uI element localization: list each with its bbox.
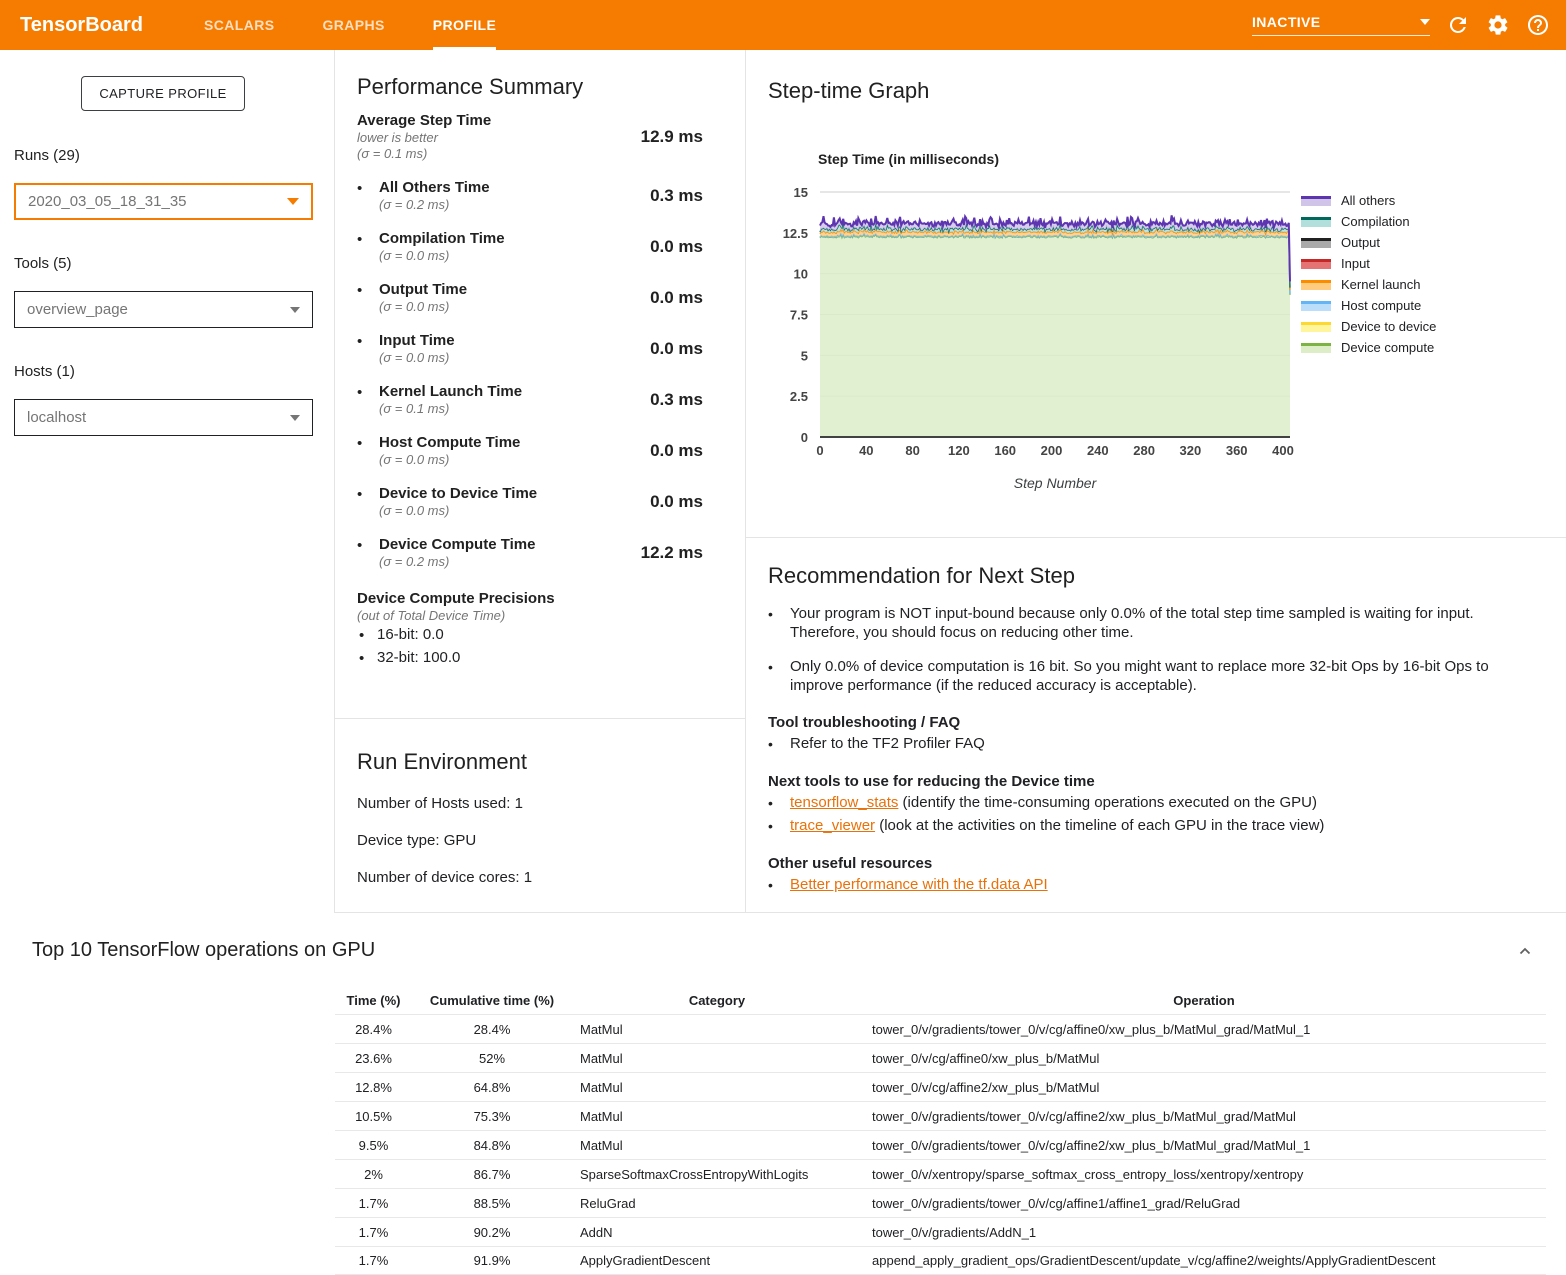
chevron-down-icon: [290, 307, 300, 313]
top-ops-title: Top 10 TensorFlow operations on GPU: [32, 939, 376, 961]
metric-label: All Others Time: [379, 179, 490, 196]
col-header-category: Category: [688, 992, 746, 1008]
list-item: [768, 793, 1536, 813]
ops-cell-cumulative: 90.2%: [473, 1224, 511, 1240]
bullet-icon: •: [357, 282, 363, 299]
recommendation-bullet: [768, 604, 1536, 642]
list-item: [768, 875, 1536, 895]
chart-text: 12.5: [782, 225, 808, 241]
chart-text: 200: [1040, 443, 1063, 458]
environment-line: Number of device cores: 1: [357, 869, 533, 886]
list-item: [768, 734, 1536, 754]
bullet-icon: •: [768, 736, 773, 752]
resource-link[interactable]: tensorflow_stats: [790, 794, 899, 811]
table-header-row: [335, 986, 1546, 1014]
help-icon[interactable]: [1526, 13, 1550, 37]
ops-cell-time: 1.7%: [358, 1253, 389, 1268]
recommendation-text: Only 0.0% of device computation is 16 bit. So you might want to replace more 32-bit Ops by 16-bit Ops to improve performance (if the reduced accuracy is acceptable).: [790, 658, 1489, 694]
chart-text: 160: [994, 443, 1017, 458]
legend-label: Host compute: [1341, 298, 1422, 313]
metric-sigma: (σ = 0.0 ms): [379, 452, 450, 467]
ops-cell-category: AddN: [580, 1224, 613, 1240]
ops-cell-operation: append_apply_gradient_ops/GradientDescent/update_v/cg/affine2/weights/ApplyGradientDescent: [872, 1253, 1436, 1268]
faq-heading: Tool troubleshooting / FAQ: [768, 714, 961, 731]
legend-swatch: [1301, 196, 1331, 206]
table-row: [335, 1101, 1546, 1130]
precisions-note: (out of Total Device Time): [357, 608, 506, 623]
legend-swatch: [1301, 280, 1331, 290]
ops-cell-category: MatMul: [580, 1079, 623, 1095]
metric-value: 0.0 ms: [650, 288, 703, 307]
legend-label: All others: [1341, 193, 1396, 208]
hosts-select-value: localhost: [27, 409, 87, 426]
performance-summary-section: [335, 50, 745, 718]
resource-link[interactable]: Better performance with the tf.data API: [790, 876, 1048, 893]
legend-label: Compilation: [1341, 214, 1410, 229]
metric-value: 12.2 ms: [640, 543, 703, 562]
legend-label: Device compute: [1341, 340, 1435, 355]
other-resources-list: [768, 875, 1536, 895]
chevron-down-icon: [287, 198, 299, 205]
list-item: [768, 816, 1536, 836]
precision-item: [357, 625, 745, 646]
chart-text: 7.5: [789, 307, 808, 323]
recommendation-section: [746, 538, 1566, 912]
bullet-icon: •: [357, 537, 363, 554]
tools-select-value: overview_page: [27, 301, 128, 318]
legend-item: [1301, 190, 1436, 211]
next-tools-list: [768, 793, 1536, 836]
recommendation-list: [768, 604, 1536, 695]
ops-cell-time: 1.7%: [358, 1195, 389, 1211]
metric-sigma: (σ = 0.0 ms): [379, 299, 450, 314]
run-environment-lines: [357, 795, 745, 886]
bullet-icon: •: [357, 333, 363, 350]
legend-swatch: [1301, 217, 1331, 227]
metric-value: 0.0 ms: [650, 237, 703, 256]
col-header-cumulative: Cumulative time (%): [429, 992, 555, 1008]
bullet-icon: •: [359, 650, 365, 667]
ops-cell-operation: tower_0/v/gradients/tower_0/v/cg/affine1/affine1_grad/ReluGrad: [872, 1195, 1241, 1211]
other-resources-heading: Other useful resources: [768, 855, 933, 872]
metric-label: Input Time: [379, 332, 455, 349]
precisions-list: [357, 625, 745, 669]
environment-line: Device type: GPU: [357, 832, 477, 849]
metric-row: [357, 434, 745, 468]
table-row: [335, 1159, 1546, 1188]
tools-label: Tools (5): [14, 255, 72, 272]
ops-cell-category: MatMul: [580, 1021, 623, 1037]
ops-cell-category: SparseSoftmaxCrossEntropyWithLogits: [580, 1166, 809, 1182]
table-row: [335, 1217, 1546, 1246]
ops-cell-operation: tower_0/v/cg/affine2/xw_plus_b/MatMul: [872, 1079, 1100, 1095]
metrics-list: [357, 179, 745, 570]
chart-text: 280: [1133, 443, 1155, 458]
table-row: [335, 1072, 1546, 1101]
chart-text: 10: [793, 266, 808, 282]
chart-text: 360: [1225, 443, 1248, 458]
capture-profile-button[interactable]: CAPTURE PROFILE: [81, 76, 245, 111]
chart-text: 400: [1272, 443, 1294, 458]
metric-row: [357, 332, 745, 366]
runs-label: Runs (29): [14, 147, 80, 164]
reload-icon[interactable]: [1446, 13, 1470, 37]
col-header-operation: Operation: [1173, 992, 1235, 1008]
ops-cell-category: ApplyGradientDescent: [580, 1253, 711, 1268]
metric-sigma: (σ = 0.0 ms): [379, 248, 450, 263]
ops-cell-operation: tower_0/v/gradients/AddN_1: [872, 1224, 1037, 1240]
metric-row: [357, 230, 745, 264]
metric-row: [357, 536, 745, 570]
resource-link[interactable]: trace_viewer: [790, 817, 876, 834]
ops-cell-operation: tower_0/v/cg/affine0/xw_plus_b/MatMul: [872, 1050, 1100, 1066]
legend-swatch: [1301, 301, 1331, 311]
bullet-icon: •: [768, 877, 773, 893]
legend-swatch: [1301, 259, 1331, 269]
ops-cell-operation: tower_0/v/xentropy/sparse_softmax_cross_entropy_loss/xentropy/xentropy: [872, 1166, 1304, 1182]
chart-text: 0: [800, 430, 808, 445]
environment-line: Number of Hosts used: 1: [357, 795, 523, 812]
legend-swatch: [1301, 343, 1331, 353]
settings-icon[interactable]: [1486, 13, 1510, 37]
ops-cell-cumulative: 52%: [478, 1050, 506, 1066]
metric-row: [357, 281, 745, 315]
run-environment-section: [335, 719, 745, 912]
bullet-icon: •: [768, 659, 773, 675]
legend-item: [1301, 211, 1436, 232]
tab-graphs[interactable]: GRAPHS: [322, 17, 385, 33]
precisions-title: Device Compute Precisions: [357, 590, 555, 607]
legend-label: Device to device: [1341, 319, 1437, 334]
area-device-compute: [820, 234, 1290, 437]
ops-cell-cumulative: 91.9%: [473, 1253, 511, 1268]
legend-swatch: [1301, 322, 1331, 332]
bullet-icon: •: [359, 627, 365, 644]
top-ops-table: [335, 986, 1546, 1275]
bullet-icon: •: [357, 384, 363, 401]
precision-text: 16-bit: 0.0: [377, 626, 444, 643]
list-item-text: (look at the activities on the timeline of each GPU in the trace view): [875, 817, 1325, 834]
ops-cell-time: 12.8%: [355, 1079, 392, 1095]
metric-note: lower is better: [357, 130, 438, 145]
metric-label: Kernel Launch Time: [379, 383, 523, 400]
metric-sigma: (σ = 0.0 ms): [379, 350, 450, 365]
metric-value: 12.9 ms: [640, 127, 703, 146]
metric-label: Output Time: [379, 281, 468, 298]
top-ops-section: [0, 913, 1566, 1275]
legend-label: Kernel launch: [1341, 277, 1421, 292]
legend-item: [1301, 274, 1436, 295]
metric-value: 0.0 ms: [650, 492, 703, 511]
legend-item: [1301, 337, 1436, 358]
ops-cell-cumulative: 86.7%: [473, 1166, 511, 1182]
bullet-icon: •: [357, 435, 363, 452]
bullet-icon: •: [357, 486, 363, 503]
appbar-actions: [1252, 13, 1550, 37]
chart-text: 80: [905, 443, 920, 458]
ops-cell-operation: tower_0/v/gradients/tower_0/v/cg/affine0/xw_plus_b/MatMul_grad/MatMul_1: [872, 1021, 1311, 1037]
table-row: [335, 1130, 1546, 1159]
bullet-icon: •: [768, 606, 773, 622]
table-row: [335, 1043, 1546, 1072]
tab-profile[interactable]: PROFILE: [409, 0, 520, 50]
bullet-icon: •: [768, 795, 773, 811]
metric-row: [357, 485, 745, 519]
table-row: [335, 1014, 1546, 1043]
metric-sigma: (σ = 0.0 ms): [379, 503, 450, 518]
step-time-graph-section: [746, 50, 1566, 537]
status-dropdown[interactable]: [1252, 14, 1430, 36]
tab-scalars[interactable]: SCALARS: [204, 17, 275, 33]
metric-sigma: (σ = 0.2 ms): [379, 197, 450, 212]
run-environment-title: Run Environment: [357, 749, 527, 774]
metric-label: Compilation Time: [379, 230, 505, 247]
ops-cell-category: ReluGrad: [580, 1195, 636, 1211]
legend-item: [1301, 295, 1436, 316]
table-row: [335, 1188, 1546, 1217]
chart-text: 240: [1086, 443, 1109, 458]
ops-cell-time: 2%: [364, 1166, 383, 1182]
chart-text: 2.5: [789, 389, 808, 405]
collapse-chevron-up-icon[interactable]: [1516, 943, 1534, 961]
faq-list: [768, 734, 1536, 754]
metric-label: Device to Device Time: [379, 485, 538, 502]
hosts-label: Hosts (1): [14, 363, 75, 380]
ops-cell-time: 10.5%: [355, 1108, 392, 1124]
chart-text: Step Time (in milliseconds): [818, 151, 1000, 167]
table-body: [335, 1014, 1546, 1275]
chevron-down-icon: [290, 415, 300, 421]
metric-label: Average Step Time: [357, 112, 492, 129]
performance-summary-title: Performance Summary: [357, 74, 584, 99]
legend-item: [1301, 232, 1436, 253]
legend-item: [1301, 253, 1436, 274]
ops-cell-cumulative: 64.8%: [473, 1079, 511, 1095]
chart-text: Step Number: [1013, 475, 1097, 491]
metric-label: Host Compute Time: [379, 434, 521, 451]
metric-row: [357, 179, 745, 213]
ops-cell-cumulative: 84.8%: [473, 1137, 511, 1153]
precision-item: [357, 648, 745, 669]
metric-value: 0.0 ms: [650, 441, 703, 460]
chart-text: 5: [800, 348, 808, 364]
chart-text: 120: [948, 443, 970, 458]
list-item-text: Refer to the TF2 Profiler FAQ: [790, 735, 985, 752]
recommendation-title: Recommendation for Next Step: [768, 563, 1075, 588]
chart-text: 15: [793, 185, 808, 200]
metric-sigma: (σ = 0.1 ms): [357, 146, 428, 161]
ops-cell-time: 28.4%: [355, 1021, 392, 1037]
precision-text: 32-bit: 100.0: [377, 649, 461, 666]
tools-select[interactable]: [14, 291, 313, 328]
metric-sigma: (σ = 0.1 ms): [379, 401, 450, 416]
chart-text: 40: [859, 443, 874, 458]
ops-cell-operation: tower_0/v/gradients/tower_0/v/cg/affine2/xw_plus_b/MatMul_grad/MatMul: [872, 1108, 1296, 1124]
legend-item: [1301, 316, 1436, 337]
metric-label: Device Compute Time: [379, 536, 536, 553]
step-time-chart: [760, 148, 1305, 498]
runs-select-value: 2020_03_05_18_31_35: [28, 193, 187, 210]
chevron-down-icon: [1420, 19, 1430, 25]
metric-sigma: (σ = 0.2 ms): [379, 554, 450, 569]
ops-cell-time: 23.6%: [355, 1050, 392, 1066]
list-item-text: (identify the time-consuming operations executed on the GPU): [898, 794, 1317, 811]
average-step-time-row: [357, 112, 745, 162]
bullet-icon: •: [357, 231, 363, 248]
ops-cell-category: MatMul: [580, 1137, 623, 1153]
chart-text: 0: [816, 443, 824, 458]
ops-cell-time: 9.5%: [358, 1137, 389, 1153]
table-row: [335, 1246, 1546, 1275]
app-title: TensorBoard: [20, 13, 143, 36]
appbar: [0, 0, 1566, 50]
ops-cell-category: MatMul: [580, 1108, 623, 1124]
bullet-icon: •: [357, 180, 363, 197]
recommendation-bullet: [768, 657, 1536, 695]
step-time-graph-title: Step-time Graph: [768, 78, 930, 103]
legend-label: Input: [1341, 256, 1370, 271]
ops-cell-cumulative: 28.4%: [473, 1021, 511, 1037]
next-tools-heading: Next tools to use for reducing the Device time: [768, 773, 1095, 790]
ops-cell-time: 1.7%: [358, 1224, 389, 1240]
col-header-time: Time (%): [346, 992, 401, 1008]
metric-value: 0.0 ms: [650, 339, 703, 358]
status-dropdown-value: INACTIVE: [1252, 14, 1321, 30]
hosts-select[interactable]: [14, 399, 313, 436]
legend-swatch: [1301, 238, 1331, 248]
ops-cell-category: MatMul: [580, 1050, 623, 1066]
bullet-icon: •: [768, 818, 773, 834]
metric-value: 0.3 ms: [650, 186, 703, 205]
metric-row: [357, 383, 745, 417]
main-tabs: [180, 0, 520, 50]
metric-value: 0.3 ms: [650, 390, 703, 409]
recommendation-text: Your program is NOT input-bound because only 0.0% of the total step time sampled is waiting for input. Therefore, you should focus on reducing other time.: [790, 605, 1474, 641]
runs-select[interactable]: [14, 183, 313, 220]
chart-text: 320: [1179, 443, 1202, 458]
ops-cell-operation: tower_0/v/gradients/tower_0/v/cg/affine2/xw_plus_b/MatMul_grad/MatMul_1: [872, 1137, 1311, 1153]
ops-cell-cumulative: 88.5%: [473, 1195, 511, 1211]
legend-label: Output: [1341, 235, 1381, 250]
chart-legend: [1301, 190, 1436, 358]
ops-cell-cumulative: 75.3%: [473, 1108, 511, 1124]
